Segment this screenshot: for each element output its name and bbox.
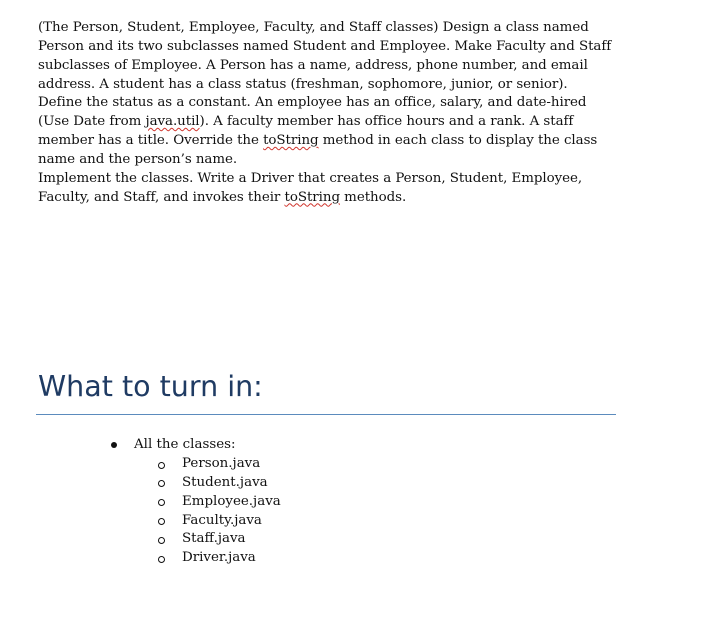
text-line bbox=[38, 19, 623, 38]
text-line bbox=[38, 170, 623, 189]
text-span: Faculty, and Staff, and invokes their bbox=[38, 189, 285, 205]
section-heading: What to turn in: bbox=[38, 370, 263, 403]
text-span: address. A student has a class status (freshman, sophomore, junior, or senior). bbox=[38, 76, 568, 92]
text-line bbox=[38, 57, 623, 76]
hollow-bullet-icon bbox=[158, 556, 165, 563]
heading-divider bbox=[36, 414, 616, 415]
text-span: method in each class to display the class bbox=[318, 133, 598, 149]
text-span: name and the person’s name. bbox=[38, 151, 238, 167]
list-item-label: All the classes: bbox=[134, 437, 236, 452]
assignment-description bbox=[38, 19, 623, 207]
text-line bbox=[38, 189, 623, 208]
file-name: Person.java bbox=[182, 456, 261, 471]
text-line bbox=[38, 38, 623, 57]
text-span: methods. bbox=[339, 189, 407, 205]
hollow-bullet-icon bbox=[158, 499, 165, 506]
text-line bbox=[38, 132, 623, 151]
hollow-bullet-icon bbox=[158, 537, 165, 544]
text-span: Define the status as a constant. An employee has an office, salary, and date-hired bbox=[38, 95, 587, 111]
text-line bbox=[38, 76, 623, 95]
file-name: Student.java bbox=[182, 474, 268, 490]
text-line bbox=[38, 151, 623, 170]
text-span: (The Person, Student, Employee, Faculty, and Staff classes) Design a class named bbox=[38, 20, 589, 35]
file-name: Faculty.java bbox=[182, 512, 262, 528]
file-name: Staff.java bbox=[182, 531, 246, 547]
spellcheck-flagged-word[interactable]: java.util bbox=[145, 114, 200, 130]
file-name: Employee.java bbox=[182, 493, 281, 509]
text-span: (Use Date from bbox=[38, 114, 146, 130]
text-span: subclasses of Employee. A Person has a name, address, phone number, and email bbox=[38, 57, 588, 73]
text-span: ). A faculty member has office hours and a rank. A staff bbox=[199, 114, 574, 130]
text-line bbox=[38, 94, 623, 113]
hollow-bullet-icon bbox=[158, 480, 165, 487]
text-span: member has a title. Override the bbox=[38, 133, 264, 149]
hollow-bullet-icon bbox=[158, 462, 165, 469]
file-name: Driver.java bbox=[182, 550, 256, 566]
text-line bbox=[38, 113, 623, 132]
text-span: Implement the classes. Write a Driver that creates a Person, Student, Employee, bbox=[38, 170, 583, 186]
spellcheck-flagged-word[interactable]: toString bbox=[284, 189, 340, 205]
spellcheck-flagged-word[interactable]: toString bbox=[263, 133, 319, 149]
hollow-bullet-icon bbox=[158, 518, 165, 525]
bullet-icon bbox=[111, 442, 117, 448]
text-span: Person and its two subclasses named Student and Employee. Make Faculty and Staff bbox=[38, 38, 612, 54]
